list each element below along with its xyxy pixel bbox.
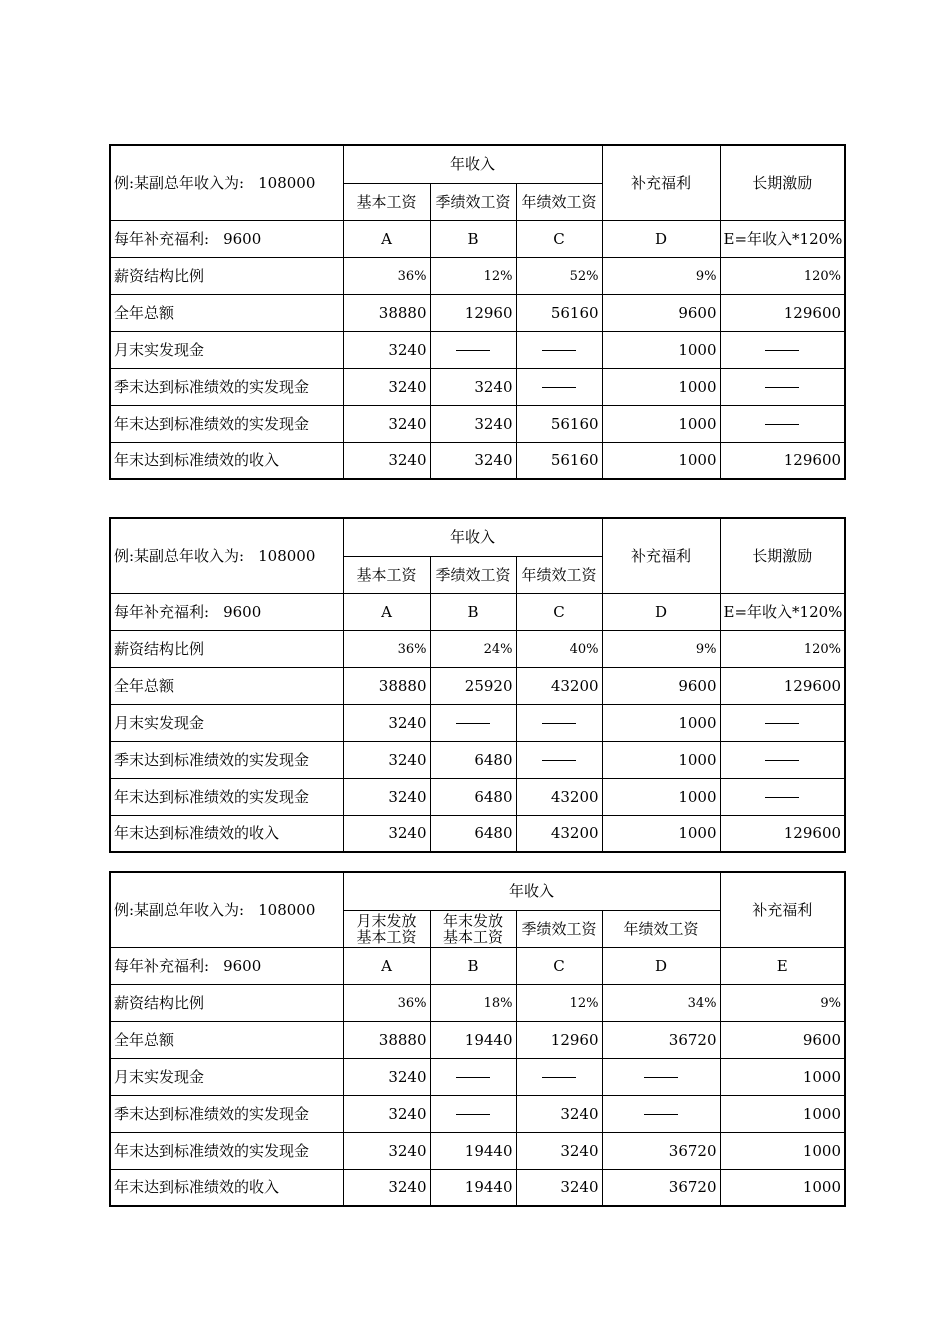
table-row: [110, 630, 845, 667]
table-row: [110, 331, 845, 368]
row-label: 月末实发现金: [110, 331, 343, 368]
value-cell: [720, 630, 845, 667]
example-amount: 108000: [258, 546, 316, 565]
row-label: 季末达到标准绩效的实发现金: [110, 741, 343, 778]
empty-cell: [516, 368, 602, 405]
group-header: 年收入: [343, 872, 720, 910]
dash-mark: [644, 1077, 678, 1078]
table-row: [110, 294, 845, 331]
header-year: 年绩效工资: [602, 910, 720, 947]
value-cell: 1000: [602, 331, 720, 368]
value-cell: [516, 984, 602, 1021]
value-cell: 19440: [430, 1132, 516, 1169]
example-label: 例:某副总年收入为:: [114, 900, 245, 919]
row-label: 全年总额: [110, 667, 343, 704]
welfare-label: 每年补充福利:: [114, 602, 210, 621]
value-cell: 3240: [430, 442, 516, 479]
value-cell: 3240: [343, 1169, 430, 1206]
welfare-amount: 9600: [223, 229, 262, 248]
row-label: 年末达到标准绩效的收入: [110, 442, 343, 479]
dash-mark: [542, 387, 576, 388]
welfare-cell: [110, 947, 343, 984]
dash-mark: [456, 723, 490, 724]
table-row: [110, 1021, 845, 1058]
row-label: 薪资结构比例: [110, 984, 343, 1021]
table-row: [110, 405, 845, 442]
code-cell: E=年收入*120%: [720, 593, 845, 630]
welfare-amount: 9600: [223, 956, 262, 975]
dash-mark: [765, 424, 799, 425]
value-cell: 1000: [602, 405, 720, 442]
percent-value: 9%: [695, 268, 717, 284]
value-cell: [602, 257, 720, 294]
header-benefit: 补充福利: [602, 145, 720, 220]
example-cell: [110, 145, 343, 220]
empty-cell: [516, 704, 602, 741]
example-amount: 108000: [258, 173, 316, 192]
example-amount: 108000: [258, 900, 316, 919]
value-cell: 3240: [343, 778, 430, 815]
code-cell: E=年收入*120%: [720, 220, 845, 257]
value-cell: 1000: [720, 1169, 845, 1206]
table-row: [110, 741, 845, 778]
row-label: 年末达到标准绩效的实发现金: [110, 405, 343, 442]
empty-cell: [720, 778, 845, 815]
group-header: 年收入: [343, 145, 602, 183]
header-year: 年绩效工资: [516, 556, 602, 593]
value-cell: 56160: [516, 405, 602, 442]
empty-cell: [516, 1058, 602, 1095]
header-base: 基本工资: [343, 183, 430, 220]
value-cell: [516, 630, 602, 667]
code-cell: B: [430, 593, 516, 630]
header-long-term: 长期激励: [720, 145, 845, 220]
value-cell: 6480: [430, 778, 516, 815]
table-row: [110, 704, 845, 741]
dash-mark: [456, 1077, 490, 1078]
value-cell: 3240: [343, 1058, 430, 1095]
value-cell: 3240: [343, 1132, 430, 1169]
row-label: 薪资结构比例: [110, 257, 343, 294]
welfare-label: 每年补充福利:: [114, 956, 210, 975]
row-label: 月末实发现金: [110, 1058, 343, 1095]
code-cell: A: [343, 947, 430, 984]
value-cell: 43200: [516, 667, 602, 704]
code-cell: B: [430, 220, 516, 257]
empty-cell: [720, 704, 845, 741]
header-month-base-line2: 基本工资: [356, 927, 417, 946]
row-label: 季末达到标准绩效的实发现金: [110, 368, 343, 405]
value-cell: [720, 984, 845, 1021]
value-cell: 129600: [720, 815, 845, 852]
dash-mark: [765, 760, 799, 761]
percent-value: 18%: [483, 995, 513, 1011]
example-cell: [110, 518, 343, 593]
value-cell: [343, 984, 430, 1021]
value-cell: 6480: [430, 815, 516, 852]
table-row: [110, 442, 845, 479]
header-benefit: 补充福利: [720, 872, 845, 947]
empty-cell: [720, 331, 845, 368]
dash-mark: [765, 723, 799, 724]
welfare-amount: 9600: [223, 602, 262, 621]
dash-mark: [456, 1114, 490, 1115]
table-row: [110, 778, 845, 815]
table-row: [110, 1058, 845, 1095]
table-row: [110, 667, 845, 704]
code-cell: A: [343, 593, 430, 630]
dash-mark: [542, 723, 576, 724]
value-cell: 3240: [343, 331, 430, 368]
dash-mark: [644, 1114, 678, 1115]
value-cell: [516, 257, 602, 294]
header-base: 基本工资: [343, 556, 430, 593]
dash-mark: [765, 350, 799, 351]
table-row: [110, 984, 845, 1021]
row-label: 年末达到标准绩效的实发现金: [110, 1132, 343, 1169]
row-label: 季末达到标准绩效的实发现金: [110, 1095, 343, 1132]
row-label: 年末达到标准绩效的实发现金: [110, 778, 343, 815]
header-season: 季绩效工资: [430, 183, 516, 220]
value-cell: 3240: [343, 741, 430, 778]
value-cell: 3240: [516, 1169, 602, 1206]
value-cell: 38880: [343, 1021, 430, 1058]
empty-cell: [430, 1058, 516, 1095]
example-label: 例:某副总年收入为:: [114, 173, 245, 192]
value-cell: [602, 630, 720, 667]
percent-value: 36%: [397, 268, 427, 284]
value-cell: 43200: [516, 778, 602, 815]
header-year-base: [430, 910, 516, 947]
value-cell: 1000: [602, 778, 720, 815]
table-row: [110, 368, 845, 405]
value-cell: [720, 257, 845, 294]
value-cell: 12960: [430, 294, 516, 331]
value-cell: 56160: [516, 294, 602, 331]
percent-value: 24%: [483, 641, 513, 657]
percent-value: 36%: [397, 995, 427, 1011]
salary-table-3: [109, 871, 846, 1207]
percent-value: 36%: [397, 641, 427, 657]
value-cell: 129600: [720, 667, 845, 704]
group-header: 年收入: [343, 518, 602, 556]
row-label: 月末实发现金: [110, 704, 343, 741]
empty-cell: [430, 331, 516, 368]
value-cell: [602, 984, 720, 1021]
percent-value: 12%: [483, 268, 513, 284]
value-cell: [343, 257, 430, 294]
code-cell: C: [516, 947, 602, 984]
value-cell: 1000: [602, 442, 720, 479]
value-cell: 56160: [516, 442, 602, 479]
empty-cell: [516, 741, 602, 778]
value-cell: 12960: [516, 1021, 602, 1058]
dash-mark: [542, 1077, 576, 1078]
header-year-base-line1: 年末发放: [442, 911, 503, 930]
value-cell: 3240: [343, 815, 430, 852]
value-cell: 1000: [602, 368, 720, 405]
value-cell: 38880: [343, 294, 430, 331]
header-year: 年绩效工资: [516, 183, 602, 220]
percent-value: 40%: [569, 641, 599, 657]
value-cell: 3240: [343, 442, 430, 479]
table-row: [110, 257, 845, 294]
example-label: 例:某副总年收入为:: [114, 546, 245, 565]
table-row: [110, 1095, 845, 1132]
header-season: 季绩效工资: [516, 910, 602, 947]
percent-value: 9%: [820, 995, 842, 1011]
empty-cell: [720, 741, 845, 778]
table-row: [110, 1132, 845, 1169]
table-row: [110, 815, 845, 852]
value-cell: 36720: [602, 1132, 720, 1169]
row-label: 年末达到标准绩效的收入: [110, 1169, 343, 1206]
value-cell: 129600: [720, 442, 845, 479]
empty-cell: [516, 331, 602, 368]
salary-table-2: [109, 517, 846, 853]
value-cell: 6480: [430, 741, 516, 778]
percent-value: 12%: [569, 995, 599, 1011]
percent-value: 9%: [695, 641, 717, 657]
value-cell: 1000: [602, 704, 720, 741]
value-cell: 1000: [720, 1058, 845, 1095]
example-cell: [110, 872, 343, 947]
value-cell: 1000: [602, 741, 720, 778]
value-cell: 1000: [602, 815, 720, 852]
value-cell: 3240: [343, 704, 430, 741]
welfare-label: 每年补充福利:: [114, 229, 210, 248]
empty-cell: [602, 1095, 720, 1132]
value-cell: [343, 630, 430, 667]
dash-mark: [765, 797, 799, 798]
row-label: 薪资结构比例: [110, 630, 343, 667]
value-cell: 1000: [720, 1132, 845, 1169]
value-cell: 3240: [343, 1095, 430, 1132]
value-cell: 25920: [430, 667, 516, 704]
value-cell: 36720: [602, 1021, 720, 1058]
value-cell: 38880: [343, 667, 430, 704]
empty-cell: [430, 1095, 516, 1132]
value-cell: 9600: [602, 294, 720, 331]
empty-cell: [720, 405, 845, 442]
header-year-base-line2: 基本工资: [442, 927, 503, 946]
dash-mark: [542, 760, 576, 761]
value-cell: 3240: [430, 405, 516, 442]
code-cell: E: [720, 947, 845, 984]
code-cell: D: [602, 220, 720, 257]
dash-mark: [456, 350, 490, 351]
header-month-base-line1: 月末发放: [356, 911, 417, 930]
code-cell: C: [516, 593, 602, 630]
code-cell: C: [516, 220, 602, 257]
row-label: 年末达到标准绩效的收入: [110, 815, 343, 852]
value-cell: 129600: [720, 294, 845, 331]
value-cell: 43200: [516, 815, 602, 852]
value-cell: [430, 984, 516, 1021]
table-row: [110, 1169, 845, 1206]
percent-value: 120%: [803, 268, 842, 284]
row-label: 全年总额: [110, 294, 343, 331]
header-month-base: [343, 910, 430, 947]
dash-mark: [542, 350, 576, 351]
header-long-term: 长期激励: [720, 518, 845, 593]
percent-value: 120%: [803, 641, 842, 657]
value-cell: [430, 257, 516, 294]
code-cell: A: [343, 220, 430, 257]
value-cell: [430, 630, 516, 667]
value-cell: 9600: [602, 667, 720, 704]
value-cell: 3240: [343, 368, 430, 405]
empty-cell: [602, 1058, 720, 1095]
header-season: 季绩效工资: [430, 556, 516, 593]
empty-cell: [720, 368, 845, 405]
row-label: 全年总额: [110, 1021, 343, 1058]
code-row: [110, 947, 845, 984]
code-cell: B: [430, 947, 516, 984]
empty-cell: [430, 704, 516, 741]
value-cell: 3240: [516, 1132, 602, 1169]
value-cell: 1000: [720, 1095, 845, 1132]
value-cell: 9600: [720, 1021, 845, 1058]
value-cell: 3240: [516, 1095, 602, 1132]
welfare-cell: [110, 593, 343, 630]
dash-mark: [765, 387, 799, 388]
value-cell: 36720: [602, 1169, 720, 1206]
code-cell: D: [602, 947, 720, 984]
code-row: [110, 220, 845, 257]
value-cell: 3240: [430, 368, 516, 405]
code-row: [110, 593, 845, 630]
welfare-cell: [110, 220, 343, 257]
percent-value: 34%: [687, 995, 717, 1011]
percent-value: 52%: [569, 268, 599, 284]
salary-table-1: [109, 144, 846, 480]
value-cell: 19440: [430, 1021, 516, 1058]
value-cell: 3240: [343, 405, 430, 442]
header-benefit: 补充福利: [602, 518, 720, 593]
value-cell: 19440: [430, 1169, 516, 1206]
code-cell: D: [602, 593, 720, 630]
